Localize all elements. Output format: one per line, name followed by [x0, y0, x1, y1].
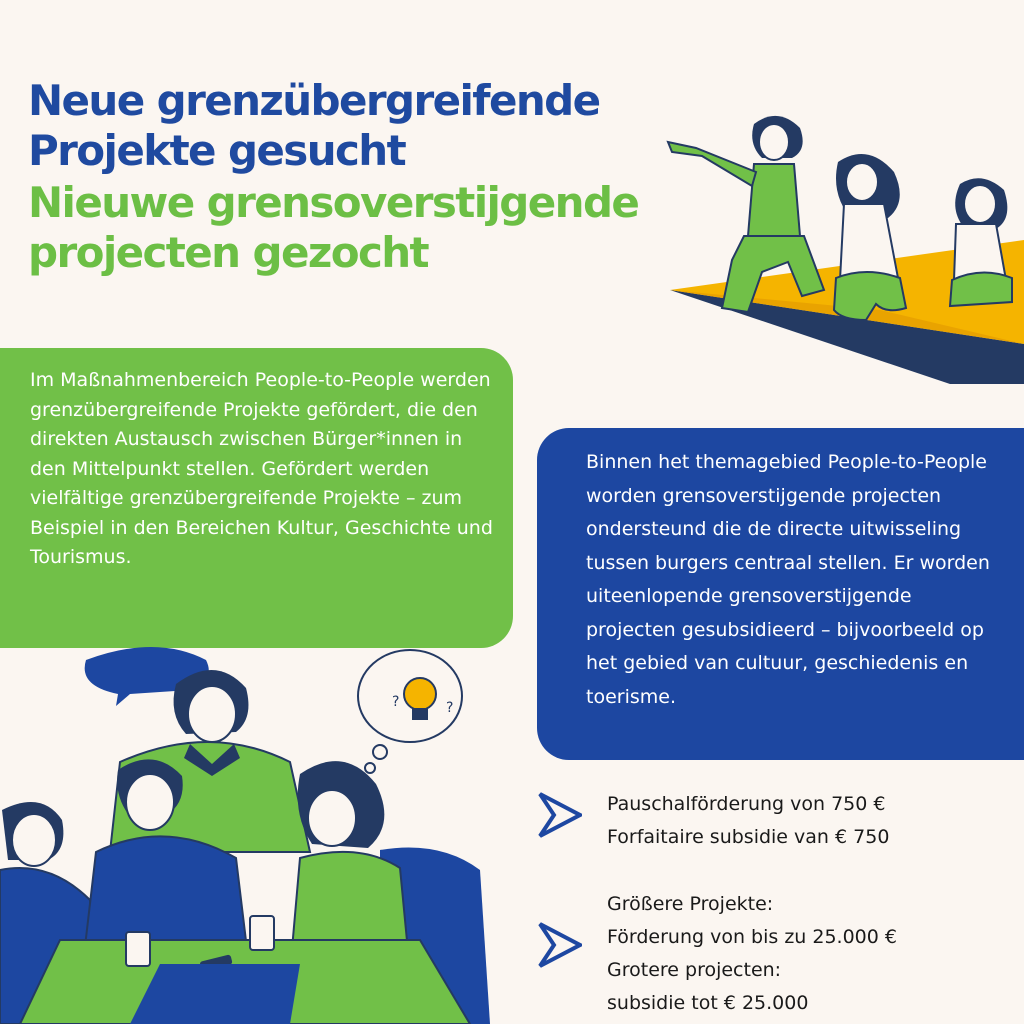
funding-flat-rate-nl: Forfaitaire subsidie van € 750: [607, 826, 890, 848]
funding-larger-label-de: Größere Projekte:: [607, 893, 774, 915]
dutch-description: Binnen het themagebied People-to-People worden grensoverstijgende projecten ondersteund die de directe uitwisseling tussen burgers centraal stellen. Er worden uiteenlopende grensoverstijgende projecten gesubsidieerd – bijvoorbeeld op het gebied van cultuur, geschiedenis en toerisme.: [586, 451, 990, 708]
heading-german-line1: Neue grenzübergreifende: [28, 76, 600, 125]
chevron-right-icon: [536, 792, 582, 838]
heading-dutch-line1: Nieuwe grensoverstijgende: [28, 178, 639, 227]
funding-flat-rate-de: Pauschalförderung von 750 €: [607, 793, 886, 815]
paper-plane-team-illustration: [660, 112, 1024, 384]
heading-german: [28, 76, 688, 176]
funding-item-larger-projects: [607, 888, 1017, 1020]
svg-text:?: ?: [446, 700, 454, 716]
team-meeting-illustration: [0, 640, 520, 1024]
heading-german-line2: Projekte gesucht: [28, 126, 406, 175]
funding-larger-label-nl: Grotere projecten:: [607, 959, 782, 981]
svg-text:?: ?: [392, 694, 400, 710]
funding-larger-amount-de: Förderung von bis zu 25.000 €: [607, 926, 897, 948]
funding-larger-amount-nl: subsidie tot € 25.000: [607, 992, 809, 1014]
heading-dutch-line2: projecten gezocht: [28, 228, 429, 277]
funding-item-flat-rate: [607, 788, 1017, 854]
chevron-right-icon: [536, 922, 582, 968]
heading-dutch: [28, 178, 728, 278]
german-description: Im Maßnahmenbereich People-to-People werden grenzübergreifende Projekte gefördert, die den direkten Austausch zwischen Bürger*innen in den Mittelpunkt stellen. Gefördert werden vielfältige grenzübergreifende Projekte – zum Beispiel in den Bereichen Kultur, Geschichte und Tourismus.: [30, 369, 493, 568]
